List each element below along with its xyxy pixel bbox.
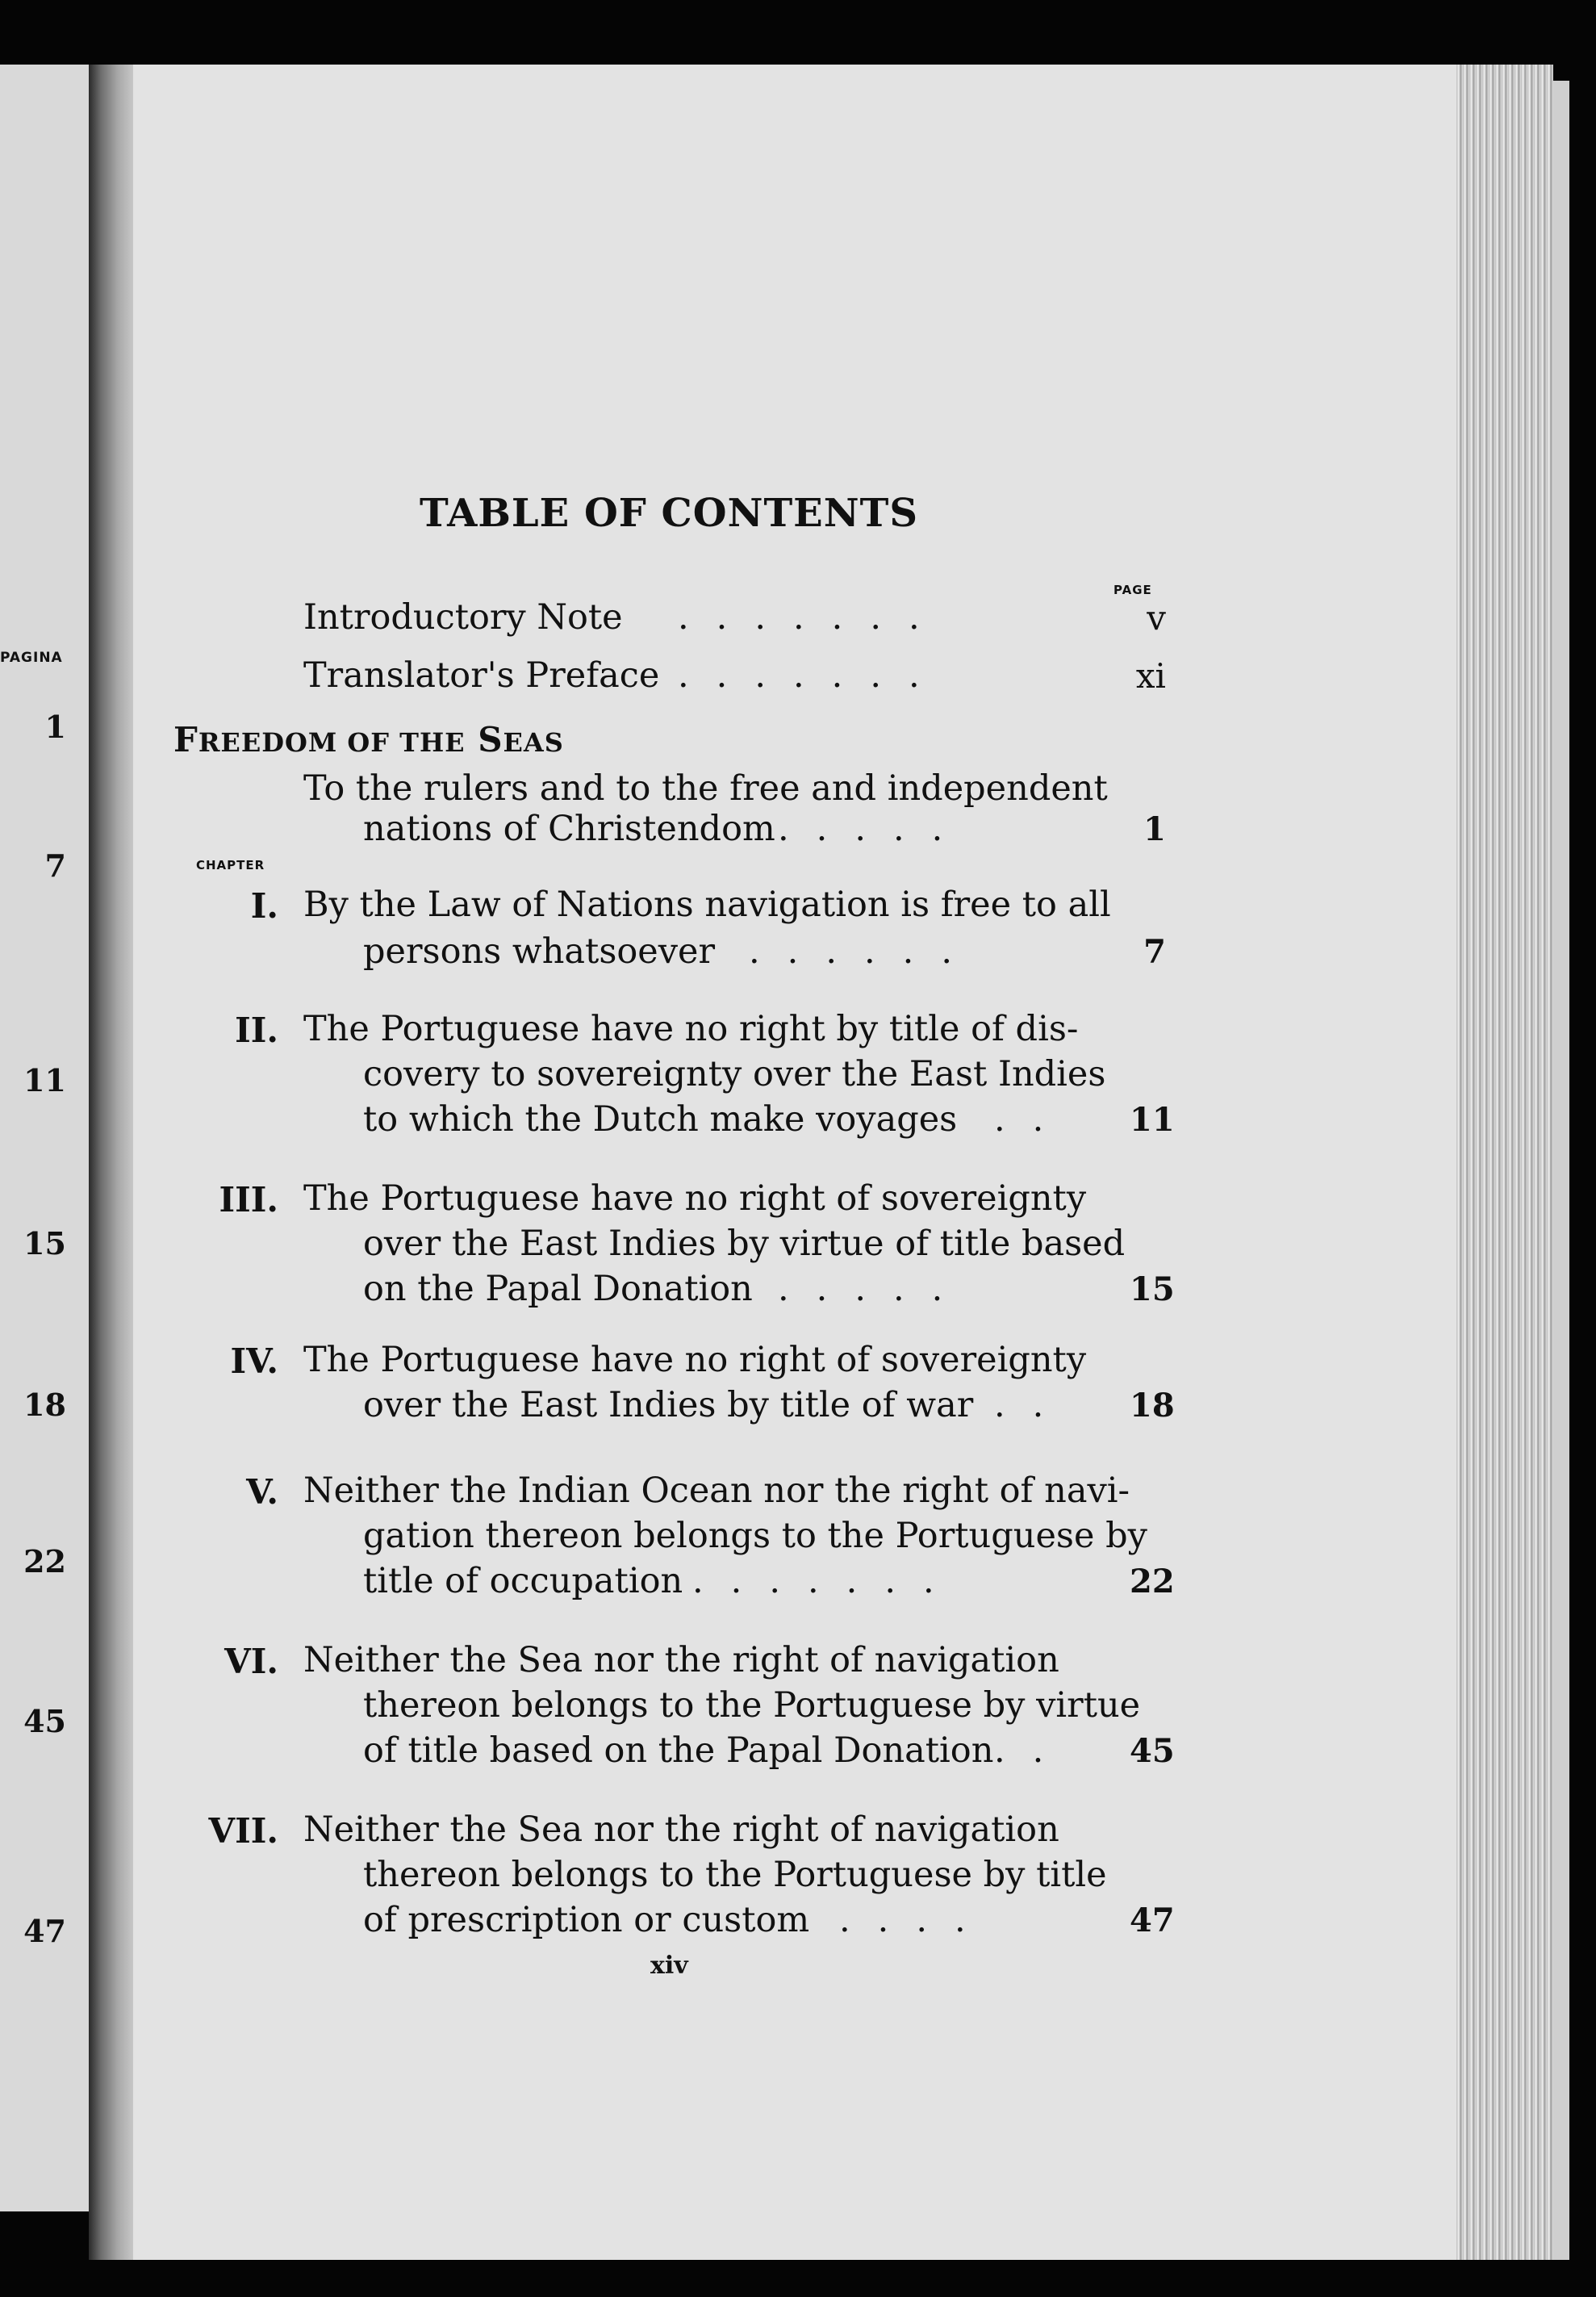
dot-leader: ..... [778,1269,971,1309]
chapter-numeral: VI. [224,1642,278,1681]
dot-leader: .. [994,1385,1072,1425]
facing-page-number: 22 [23,1543,66,1579]
facing-page-number: 15 [23,1225,66,1261]
toc-entry-page: v [1147,598,1166,638]
toc-entry-page: 11 [1130,1101,1175,1139]
dot-leader: ....... [678,597,947,638]
toc-entry-page: 1 [1143,810,1166,848]
toc-entry-page: 45 [1130,1732,1175,1770]
facing-page-number: 45 [23,1703,66,1739]
toc-entry-line: Neither the Sea nor the right of navigation [303,1640,1059,1680]
toc-entry-line: thereon belongs to the Portuguese by virtue [363,1685,1141,1726]
toc-entry-page: xi [1135,656,1166,696]
toc-entry-line: Neither the Sea nor the right of navigation [303,1810,1059,1850]
chapter-numeral: III. [219,1180,278,1220]
toc-entry-line: Neither the Indian Ocean nor the right of navi- [303,1471,1130,1511]
section-heading-rest: EAS [503,727,564,758]
toc-entry-page: 15 [1130,1270,1175,1308]
toc-entry-line: title of occupation [363,1561,683,1601]
facing-page-number: 7 [44,847,66,884]
dot-leader: .... [839,1900,993,1940]
page-fore-edge [1456,65,1553,2260]
facing-page-header: PAGINA [0,650,63,666]
page-column-label: PAGE [1113,583,1152,597]
dot-leader: .. [994,1730,1072,1771]
toc-entry-page: 47 [1130,1902,1175,1939]
book-gutter [89,65,137,2260]
toc-entry-line: The Portuguese have no right of sovereignty [303,1340,1087,1380]
toc-entry-line: over the East Indies by title of war [363,1385,974,1425]
facing-page-number: 11 [23,1062,66,1098]
toc-entry-line: persons whatsoever [363,931,716,972]
book-cover-edge [1553,81,1569,2260]
toc-entry-line: over the East Indies by virtue of title based [363,1224,1126,1264]
toc-entry-line: to which the Dutch make voyages [363,1099,958,1140]
dot-leader: ...... [749,931,980,972]
toc-entry-line: covery to sovereignty over the East Indies [363,1054,1106,1094]
toc-entry-page: 22 [1130,1563,1175,1600]
dot-leader: ....... [678,655,947,696]
toc-entry-line: The Portuguese have no right of sovereignty [303,1178,1087,1219]
toc-entry-page: 18 [1130,1387,1175,1425]
section-heading-initial: S [478,720,503,759]
chapter-numeral: I. [250,886,278,926]
facing-page-number: 18 [23,1387,66,1423]
section-heading [173,720,564,759]
toc-entry-line: By the Law of Nations navigation is free to all [303,885,1111,925]
facing-page [0,65,89,2211]
toc-entry-line: nations of Christendom [363,809,775,849]
facing-page-number: 1 [44,709,66,745]
page-folio: xiv [650,1952,688,1980]
facing-page-number: 47 [23,1913,66,1949]
section-heading-rest: REEDOM OF THE [198,727,466,758]
toc-entry-line: To the rulers and to the free and independent [303,768,1108,809]
chapter-column-label: CHAPTER [196,858,265,872]
toc-entry-title: Introductory Note [303,597,623,638]
toc-entry-line: of prescription or custom [363,1900,810,1940]
toc-entry-line: thereon belongs to the Portuguese by title [363,1855,1107,1895]
toc-entry-line: of title based on the Papal Donation [363,1730,994,1771]
dot-leader: ....... [692,1561,962,1601]
dot-leader: ..... [778,809,971,849]
chapter-numeral: II. [235,1010,278,1050]
toc-entry-line: The Portuguese have no right by title of dis- [303,1009,1079,1049]
chapter-numeral: IV. [230,1341,278,1381]
toc-entry-line: on the Papal Donation [363,1269,753,1309]
dot-leader: .. [994,1099,1072,1140]
page-title: TABLE OF CONTENTS [420,491,919,536]
section-heading-initial: F [173,720,198,759]
toc-entry-title: Translator's Preface [303,655,660,696]
chapter-numeral: V. [246,1472,278,1512]
toc-entry-page: 7 [1143,933,1166,971]
chapter-numeral: VII. [208,1811,278,1851]
toc-entry-line: gation thereon belongs to the Portuguese by [363,1516,1147,1556]
